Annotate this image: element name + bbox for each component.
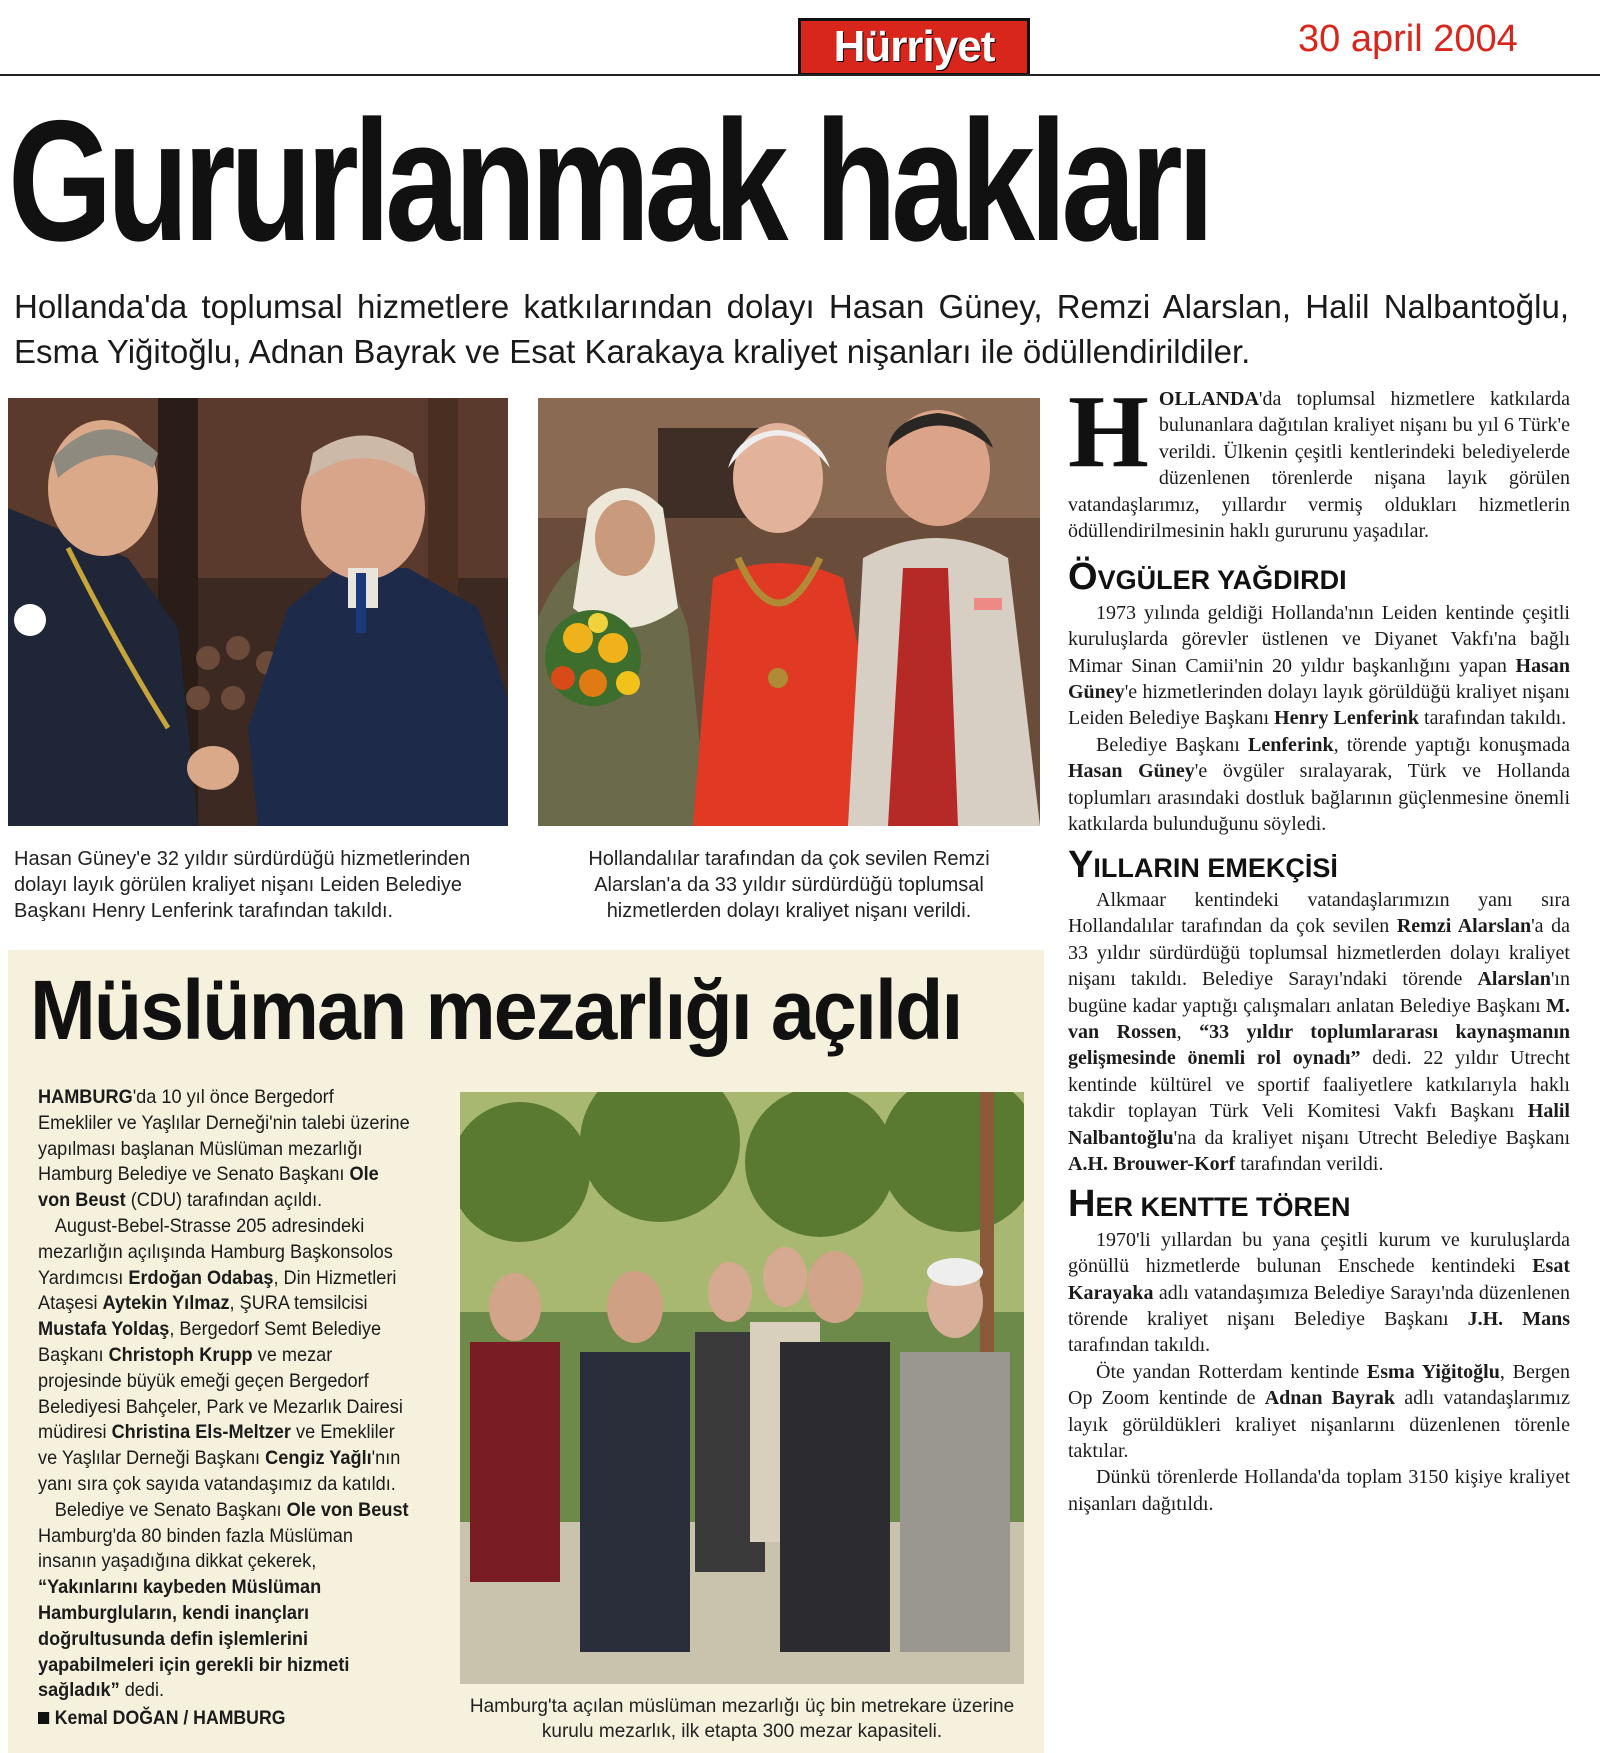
headline-deck: Hollanda'da toplumsal hizmetlere katkılarından dolayı Hasan Güney, Remzi Alarslan, Halil Nalbantoğlu, Esma Yiğitoğlu, Adnan Bayrak ve Esat Karakaya kraliyet nişanları ile ödüllendirildiler. (14, 288, 1569, 370)
text-run-bold: Adnan Bayrak (1264, 1387, 1396, 1410)
text-run-bold: Hasan Güney (1068, 654, 1570, 704)
text-run: Hamburg'da 80 binden fazla Müslüman insanın yaşadığına dikkat çekerek, (38, 1524, 353, 1573)
text-run: tarafından takıldı. (1068, 1334, 1211, 1357)
text-run: dedi. 22 yıldır Utrecht kentinde kültürel ve sportif faaliyetlere katkılarıyla haklı takdir toplayan Türk Veli Komitesi Vakfı Başkanı (1068, 1047, 1571, 1123)
subhead-her-kentte-first: H (1068, 1183, 1096, 1226)
photo-cemetery-crowd (460, 1092, 1024, 1684)
text-run-bold: Mustafa Yoldaş (38, 1318, 170, 1341)
subhead-ovguler (1068, 556, 1570, 599)
text-run: tarafından verildi. (1235, 1152, 1384, 1175)
text-run-bold: Remzi Alarslan (1396, 915, 1532, 938)
text-run-bold: Aytekin Yılmaz (102, 1292, 230, 1315)
text-run: ve mezar projesinde büyük emeği geçen Bergedorf Belediyesi Bahçeler, Park ve Mezarlık Dairesi müdiresi (38, 1343, 403, 1444)
text-run: , Bergen Op Zoom kentinde de (1068, 1360, 1570, 1410)
photo-award-trio-caption: Hollandalılar tarafından da çok sevilen Remzi Alarslan'a da 33 yıldır sürdürdüğü toplumsal hizmetlerden dolayı kraliyet nişanı verildi. (588, 848, 990, 922)
text-run: , Din Hizmetleri Ataşesi (38, 1266, 397, 1315)
text-run: adlı vatandaşlarımız layık görüldükleri kraliyet nişanlarını düzenlenen törenle taktılar. (1068, 1387, 1570, 1463)
text-run: , ŞURA temsilcisi (229, 1292, 368, 1315)
subhead-her-kentte-rest: ER KENTTE TÖREN (1095, 1192, 1351, 1223)
paragraph (1068, 887, 1570, 1177)
text-run: 1970'li yıllardan bu yana çeşitli kurum ve kuruluşlarda gönüllü hizmetlerde bulunan Enschede kentindeki (1068, 1228, 1570, 1278)
text-run: Belediye ve Senato Başkanı (54, 1498, 287, 1521)
text-run-bold: Ole von Beust (286, 1498, 409, 1521)
paragraph: Dünkü törenlerde Hollanda'da toplam 3150 kişiye kraliyet nişanları dağıtıldı. (1068, 1466, 1570, 1515)
subhead-her-kentte (1068, 1183, 1570, 1226)
photo-award-trio (538, 398, 1040, 826)
intro-lead: OLLANDA (1158, 388, 1259, 410)
photo-cemetery-caption: Hamburg'ta açılan müslüman mezarlığı üç bin metrekare üzerine kurulu mezarlık, ilk etapta 300 mezar kapasiteli. (469, 1696, 1015, 1742)
intro-text: 'da toplumsal hizmetlere katkılarda bulunanlara dağıtılan kraliyet nişanı bu yıl 6 Türk'e verildi. Ülkenin çeşitli kentlerindeki belediyelerde düzenlenen törenlerde nişana layık görülen vatandaşlarımız, yıllardır vermiş oldukları hizmetlerin ödüllendirilmesinin haklı gururunu yaşadılar. (1068, 388, 1570, 543)
article-intro (1068, 374, 1570, 544)
subhead-yillarin (1068, 843, 1570, 886)
photo-handshake (8, 398, 508, 826)
text-run-bold: Erdoğan Odabaş (128, 1266, 274, 1289)
subhead-yillarin-rest: ILLARIN EMEKÇİSİ (1093, 852, 1338, 883)
text-run: , Bergedorf Semt Belediye Başkanı (38, 1318, 382, 1366)
main-headline: Gururlanmak hakları (8, 85, 1210, 277)
text-run: , (1176, 1020, 1200, 1043)
text-run: 'ın bugüne kadar yaptığı çalışmaları anlatan Belediye Başkanı (1068, 968, 1570, 1017)
text-run: Öte yandan Rotterdam kentinde (1096, 1360, 1367, 1383)
newspaper-logo (798, 18, 1030, 76)
text-run: 1973 yılında geldiği Hollanda'nın Leiden kentinde çeşitli kuruluşlarda görevler üstlenen ve Diyanet Vakfı'na bağlı Mimar Sinan Camii'nin 20 yıldır başkanlığını yapan (1068, 601, 1570, 677)
text-run-bold: Halil Nalbantoğlu (1068, 1100, 1570, 1149)
paragraph (1068, 732, 1570, 838)
byline-square-icon (38, 1712, 49, 1724)
right-column-article (1068, 374, 1571, 1517)
paragraph (1068, 1359, 1570, 1465)
logo-text: Hürriyet (833, 22, 995, 71)
dateline: HAMBURG (38, 1086, 133, 1108)
quote-bold: “Yakınlarını kaybeden Müslüman Hamburgluların, kendi inançları doğrultusunda defin işlemlerini yapabilmeleri için gerekli bir hizmeti sağladık” (38, 1576, 350, 1702)
text-run: 'e övgüler sıralayarak, Türk ve Hollanda toplumları arasındaki dostluk bağlarının güçlenmesine önemli katkılarda bulunduğunu söyledi. (1068, 760, 1570, 836)
text-run-bold: Esat Karayaka (1068, 1255, 1570, 1304)
byline-text: Kemal DOĞAN / HAMBURG (54, 1708, 286, 1730)
subhead-ovguler-rest: VGÜLER YAĞDIRDI (1097, 565, 1347, 596)
text-run-bold: Esma Yiğitoğlu (1366, 1360, 1500, 1383)
masthead-divider (0, 74, 1600, 76)
subhead-yillarin-first: Y (1068, 843, 1094, 886)
story2-body (38, 1085, 410, 1732)
text-run-bold: Henry Lenferink (1274, 707, 1420, 730)
paragraph (38, 1214, 410, 1498)
clipping-date: 30 april 2004 (1298, 18, 1518, 60)
text-run: 'da 10 yıl önce Bergedorf Emekliler ve Yaşlılar Derneği'nin talebi üzerine yapılması başlanan Müslüman mezarlığı Hamburg Belediye ve Senato Başkanı (38, 1086, 410, 1186)
text-run-bold: Ole von Beust (38, 1163, 379, 1212)
text-run: ve Emekliler ve Yaşlılar Derneği Başkanı (38, 1421, 395, 1470)
byline (38, 1706, 410, 1732)
photo-handshake-caption: Hasan Güney'e 32 yıldır sürdürdüğü hizmetlerinden dolayı layık görülen kraliyet nişanı Leiden Belediye Başkanı Henry Lenferink tarafından takıldı. (14, 848, 471, 922)
text-run-bold: Hasan Güney (1068, 760, 1195, 783)
text-run-bold: J.H. Mans (1467, 1308, 1570, 1330)
text-run: (CDU) tarafından açıldı. (125, 1189, 323, 1212)
text-run-bold: Alarslan (1477, 968, 1551, 991)
text-run: dedi. (119, 1679, 165, 1702)
text-run: 'a da 33 yıldır sürdürdüğü toplumsal hizmetlerden dolayı kraliyet nişanı takıldı. Belediye Sarayı'ndaki törende (1068, 915, 1571, 991)
photo-handshake-image (8, 398, 508, 826)
text-run: Alkmaar kentindeki vatandaşlarımızın yanı sıra Hollandalılar tarafından da çok sevilen (1068, 888, 1570, 938)
text-run: 'na da kraliyet nişanı Utrecht Belediye Başkanı (1173, 1126, 1570, 1149)
paragraph (38, 1085, 410, 1214)
text-run: tarafından takıldı. (1419, 707, 1567, 730)
paragraph (1068, 1227, 1570, 1359)
text-run-bold: Christoph Krupp (108, 1343, 253, 1366)
paragraph (1068, 600, 1570, 732)
photo-cemetery-crowd-image (460, 1092, 1024, 1684)
text-run-bold: M. van Rossen (1068, 994, 1570, 1043)
text-run: Belediye Başkanı (1096, 733, 1249, 756)
subhead-ovguler-first: Ö (1068, 556, 1098, 599)
text-run: adlı vatandaşımıza Belediye Sarayı'nda düzenlenen törende kraliyet nişanı Belediye Başkanı (1068, 1281, 1570, 1330)
text-run-bold: Christina Els-Meltzer (111, 1421, 291, 1444)
story2-headline: Müslüman mezarlığı açıldı (30, 963, 962, 1057)
dropcap: H (1068, 374, 1149, 489)
photo-award-trio-image (538, 398, 1040, 826)
text-run-bold: A.H. Brouwer-Korf (1068, 1152, 1236, 1175)
text-run-bold: Lenferink (1248, 733, 1334, 756)
quote-bold: “33 yıldır toplumlararası kaynaşmanın gelişmesinde önemli rol oynadı” (1068, 1020, 1571, 1070)
text-run: 'nın yanı sıra çok sayıda vatandaşımız da katıldı. (38, 1447, 401, 1495)
text-run-bold: Cengiz Yağlı (265, 1447, 372, 1470)
paragraph (38, 1498, 410, 1704)
text-run: 'e hizmetlerinden dolayı layık görüldüğü kraliyet nişanı Leiden Belediye Başkanı (1068, 681, 1570, 730)
text-run: August-Bebel-Strasse 205 adresindeki mezarlığın açılışında Hamburg Başkonsolos Yardımcısı (38, 1214, 393, 1289)
text-run: , törende yaptığı konuşmada (1333, 733, 1570, 756)
